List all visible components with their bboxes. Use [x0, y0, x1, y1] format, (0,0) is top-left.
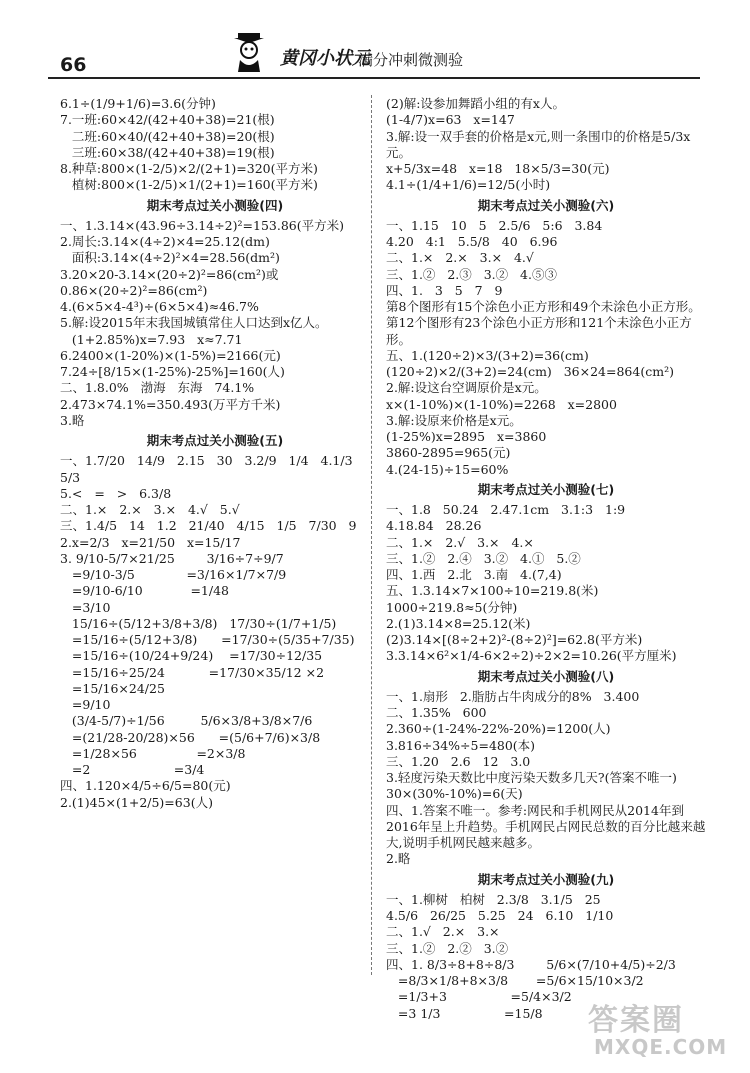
answer-line: 4.5/6 26/25 5.25 24 6.10 1/10: [386, 908, 614, 923]
answer-line: 二、1.× 2.√ 3.× 4.×: [386, 534, 534, 550]
section-heading: 期末考点过关小测验(六): [477, 197, 615, 213]
answer-line: 一、1.柳树 柏树 2.3/8 3.1/5 25: [386, 891, 601, 907]
answer-line: 植树:800×(1-2/5)×1/(2+1)=160(平方米): [60, 177, 318, 193]
answer-line: 2.x=2/3 x=21/50 x=15/17: [60, 534, 241, 550]
answer-line: 第12个图形有23个涂色小正方形和121个未涂色小正方形。: [386, 315, 692, 347]
page-header: [0, 0, 750, 80]
column-divider: [371, 95, 373, 975]
answer-line: 3.3.14×6²×1/4-6×2÷2)÷2×2=10.26(平方厘米): [386, 648, 677, 664]
answer-line: =8/3×1/8+8×3/8 =5/6×15/10×3/2: [386, 973, 644, 988]
watermark-url: MXQE.COM: [594, 1035, 728, 1059]
answer-line: 8.种草:800×(1-2/5)×2/(2+1)=320(平方米): [60, 161, 318, 176]
answer-line: (2)3.14×[(8÷2+2)²-(8÷2)²]=62.8(平方米): [386, 632, 643, 647]
answer-line: 2.略: [386, 851, 411, 867]
series-title: 满分冲刺微测验: [358, 51, 464, 69]
answer-line: 4.(24-15)÷15=60%: [386, 461, 509, 477]
answer-line: 5.解:设2015年末我国城镇常住人口达到x亿人。: [60, 315, 328, 331]
answer-line: 2.473×74.1%=350.493(万平方千米): [60, 396, 281, 412]
answer-line: 2.(1)45×(1+2/5)=63(人): [60, 794, 213, 810]
answer-line: 二、1.8.0% 渤海 东海 74.1%: [60, 380, 255, 396]
section-heading: 期末考点过关小测验(九): [477, 871, 615, 887]
answer-line: 4.1÷(1/4+1/6)=12/5(小时): [386, 177, 551, 193]
brand-logo-text: 黄冈小状元: [280, 48, 370, 69]
right-column: [386, 96, 706, 1022]
answer-line: x×(1-10%)×(1-10%)=2268 x=2800: [386, 396, 617, 412]
answer-line: =9/10-6/10 =1/48: [60, 583, 229, 599]
section-heading: 期末考点过关小测验(四): [146, 197, 284, 213]
answer-line: 5.< = > 6.3/8: [60, 485, 172, 501]
header-rule: [48, 77, 700, 79]
graduate-mascot-icon: [228, 30, 270, 74]
answer-line: 3. 9/10-5/7×21/25 3/16÷7÷9/7: [60, 550, 284, 566]
answer-line: 一、1.7/20 14/9 2.15 30 3.2/9 1/4 4.1/3 5/3: [60, 453, 365, 485]
answer-line: 一、1.8 50.24 2.47.1cm 3.1:3 1:9: [386, 502, 626, 517]
answer-line: 3.20×20-3.14×(20÷2)²=86(cm²)或0.86×(20÷2)²=86(cm²): [60, 266, 279, 298]
answer-line: =3/10: [60, 599, 111, 615]
watermark: [588, 995, 738, 1065]
answer-line: 二、1.35% 600: [386, 705, 487, 720]
answer-line: 五、1.3.14×7×100÷10=219.8(米): [386, 583, 599, 599]
answer-line: 一、1.15 10 5 2.5/6 5:6 3.84: [386, 217, 603, 233]
answer-line: 4.20 4:1 5.5/8 40 6.96: [386, 234, 558, 249]
answer-line: =(21/28-20/28)×56 =(5/6+7/6)×3/8: [60, 729, 321, 745]
answer-line: 四、1. 8/3÷8+8÷8/3 5/6×(7/10+4/5)÷2/3: [386, 956, 676, 972]
answer-line: 第8个图形有15个涂色小正方形和49个未涂色小正方形。: [386, 299, 701, 314]
answer-line: 二、1.√ 2.× 3.×: [386, 924, 500, 940]
answer-line: =9/10: [60, 697, 111, 712]
answer-line: (1-25%)x=2895 x=3860: [386, 429, 547, 444]
answer-line: 二、1.× 2.× 3.× 4.√ 5.√: [60, 502, 240, 517]
answer-line: 一、1.3.14×(43.96÷3.14÷2)²=153.86(平方米): [60, 217, 344, 233]
answer-line: 三、1.② 2.③ 3.② 4.⑤③: [386, 266, 557, 282]
answer-line: (3/4-5/7)÷1/56 5/6×3/8+3/8×7/6: [60, 713, 313, 729]
answer-line: 四、1.西 2.北 3.南 4.(7,4): [386, 567, 562, 582]
answer-line: 二、1.× 2.× 3.× 4.√: [386, 250, 534, 266]
answer-line: x+5/3x=48 x=18 18×5/3=30(元): [386, 161, 610, 176]
answer-line: 3.解:设一双手套的价格是x元,则一条围巾的价格是5/3x元。: [386, 128, 691, 160]
answer-line: 3860-2895=965(元): [386, 445, 511, 461]
answer-line: 面积:3.14×(4÷2)²×4=28.56(dm²): [60, 250, 280, 266]
answer-line: 3.解:设原来价格是x元。: [386, 412, 522, 428]
answer-line: =15/16×24/25: [60, 680, 165, 696]
answer-line: 7.24÷[8/15×(1-25%)-25%]=160(人): [60, 364, 285, 379]
answer-line: =15/16÷(10/24+9/24) =17/30÷12/35: [60, 648, 323, 664]
answer-line: =1/28×56 =2×3/8: [60, 745, 246, 761]
answer-line: 四、1. 3 5 7 9: [386, 282, 503, 298]
answer-line: =3 1/3 =15/8: [386, 1005, 543, 1021]
answer-line: 2.(1)3.14×8=25.12(米): [386, 615, 531, 631]
page-number: 66: [60, 54, 87, 76]
answer-line: 3.轻度污染天数比中度污染天数多几天?(答案不唯一): [386, 770, 677, 785]
answer-line: (1+2.85%)x=7.93 x≈7.71: [60, 331, 243, 347]
answer-line: 二班:60×40/(42+40+38)=20(根): [60, 128, 275, 144]
answer-line: 6.2400×(1-20%)×(1-5%)=2166(元): [60, 347, 281, 363]
answer-line: 3.816÷34%÷5=480(本): [386, 737, 536, 753]
answer-line: 三班:60×38/(42+40+38)=19(根): [60, 144, 275, 160]
section-heading: 期末考点过关小测验(八): [477, 668, 615, 684]
answer-line: 4.(6×5×4-4³)÷(6×5×4)≈46.7%: [60, 299, 259, 314]
answer-line: 三、1.4/5 14 1.2 21/40 4/15 1/5 7/30 9: [60, 518, 357, 534]
answer-line: =1/3+3 =5/4×3/2: [386, 989, 572, 1005]
answer-line: 2.周长:3.14×(4÷2)×4=25.12(dm): [60, 234, 270, 249]
answer-line: 一、1.扇形 2.脂肪占牛肉成分的8% 3.400: [386, 688, 640, 704]
answer-line: 6.1÷(1/9+1/6)=3.6(分钟): [60, 96, 216, 111]
answer-line: 2.解:设这台空调原价是x元。: [386, 380, 547, 396]
answer-line: 3.略: [60, 412, 85, 428]
answer-line: 4.18.84 28.26: [386, 518, 482, 534]
left-column: [60, 96, 370, 811]
answer-line: =15/16÷25/24 =17/30×35/12 ×2: [60, 664, 325, 680]
section-heading: 期末考点过关小测验(七): [477, 481, 615, 497]
answer-line: 7.一班:60×42/(42+40+38)=21(根): [60, 112, 275, 128]
watermark-badge: 答案圈: [588, 1003, 684, 1038]
answer-line: (120÷2)×2/(3+2)=24(cm) 36×24=864(cm²): [386, 364, 674, 379]
answer-line: =9/10-3/5 =3/16×1/7×7/9: [60, 567, 287, 582]
answer-line: =15/16÷(5/12+3/8) =17/30÷(5/35+7/35): [60, 632, 355, 647]
answer-line: (1-4/7)x=63 x=147: [386, 112, 515, 128]
answer-line: 1000÷219.8≈5(分钟): [386, 599, 518, 615]
answer-line: 15/16÷(5/12+3/8+3/8) 17/30÷(1/7+1/5): [60, 615, 337, 631]
answer-line: (2)解:设参加舞蹈小组的有x人。: [386, 96, 565, 111]
answer-line: 2.360÷(1-24%-22%-20%)=1200(人): [386, 721, 611, 737]
answer-line: 三、1.20 2.6 12 3.0: [386, 753, 531, 769]
section-heading: 期末考点过关小测验(五): [146, 433, 284, 448]
answer-line: 五、1.(120÷2)×3/(3+2)=36(cm): [386, 347, 589, 363]
answer-line: 四、1.答案不唯一。参考:网民和手机网民从2014年到2016年呈上升趋势。手机网民占网民总数的百分比越来越大,说明手机网民越来越多。: [386, 802, 706, 850]
answer-line: =2 =3/4: [60, 762, 205, 777]
answer-line: 四、1.120×4/5÷6/5=80(元): [60, 778, 231, 794]
answer-line: 三、1.② 2.④ 3.② 4.① 5.②: [386, 550, 581, 566]
answer-line: 三、1.② 2.② 3.②: [386, 940, 509, 956]
answer-line: 30×(30%-10%)=6(天): [386, 786, 523, 802]
